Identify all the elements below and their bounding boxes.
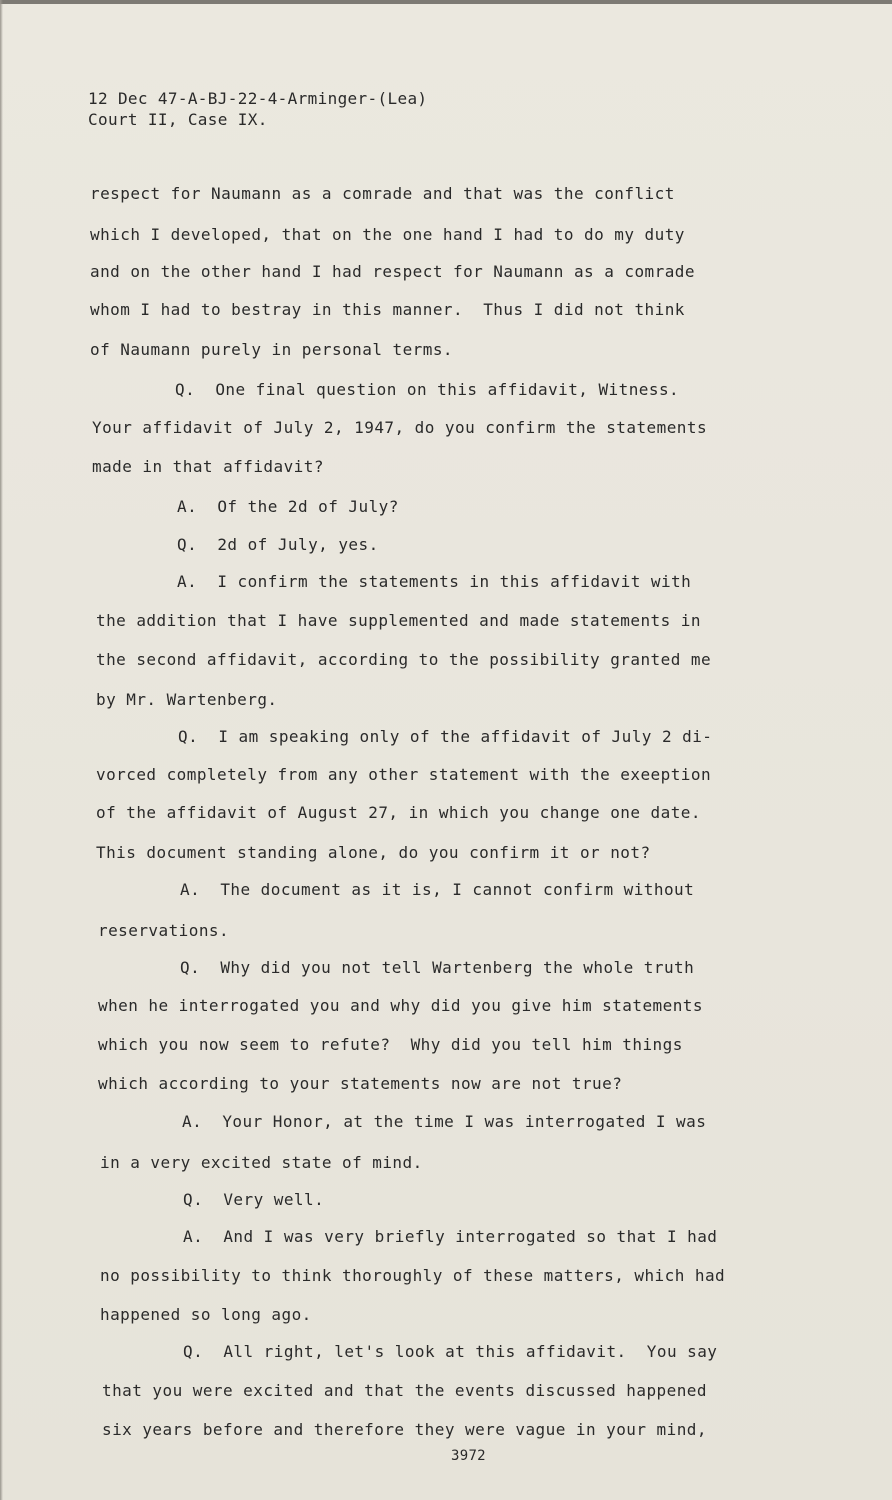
body-line: Q. I am speaking only of the affidavit of July 2 di- <box>178 727 713 746</box>
body-line: vorced completely from any other statement with the exeeption <box>96 765 712 784</box>
body-line: happened so long ago. <box>100 1305 312 1324</box>
body-line: of Naumann purely in personal terms. <box>90 340 453 359</box>
body-line: A. Your Honor, at the time I was interrogated I was <box>182 1112 707 1131</box>
body-line: Q. Very well. <box>183 1190 325 1209</box>
body-line: whom I had to bestray in this manner. Thus I did not think <box>90 300 685 319</box>
body-line: no possibility to think thoroughly of these matters, which had <box>100 1266 726 1285</box>
body-line: and on the other hand I had respect for Naumann as a comrade <box>90 262 695 281</box>
body-line: A. And I was very briefly interrogated so that I had <box>183 1227 718 1246</box>
document-header <box>88 88 427 130</box>
header-line-2: Court II, Case IX. <box>88 110 268 129</box>
body-line: Your affidavit of July 2, 1947, do you confirm the statements <box>92 418 708 437</box>
body-line: by Mr. Wartenberg. <box>96 690 278 709</box>
body-line: Q. One final question on this affidavit, Witness. <box>175 380 680 399</box>
body-line: when he interrogated you and why did you give him statements <box>98 996 703 1015</box>
body-line: the second affidavit, according to the possibility granted me <box>96 650 712 669</box>
body-line: which I developed, that on the one hand I had to do my duty <box>90 225 685 244</box>
body-line: Q. Why did you not tell Wartenberg the whole truth <box>180 958 695 977</box>
body-line: Q. 2d of July, yes. <box>177 535 379 554</box>
page-left-edge <box>0 0 3 1500</box>
body-line: the addition that I have supplemented and made statements in <box>96 611 701 630</box>
body-line: respect for Naumann as a comrade and that was the conflict <box>90 184 675 203</box>
body-line: A. I confirm the statements in this affidavit with <box>177 572 692 591</box>
body-line: which according to your statements now are not true? <box>98 1074 623 1093</box>
page-number: 3972 <box>451 1448 486 1464</box>
body-line: that you were excited and that the events discussed happened <box>102 1381 707 1400</box>
header-line-1: 12 Dec 47-A-BJ-22-4-Arminger-(Lea) <box>88 89 428 108</box>
body-line: in a very excited state of mind. <box>100 1153 423 1172</box>
body-line: of the affidavit of August 27, in which you change one date. <box>96 803 701 822</box>
body-line: A. Of the 2d of July? <box>177 497 399 516</box>
body-line: reservations. <box>98 921 230 940</box>
body-line: which you now seem to refute? Why did you tell him things <box>98 1035 683 1054</box>
body-line: made in that affidavit? <box>92 457 324 476</box>
body-line: This document standing alone, do you confirm it or not? <box>96 843 651 862</box>
body-line: Q. All right, let's look at this affidavit. You say <box>183 1342 718 1361</box>
page-top-edge <box>0 0 892 4</box>
body-line: six years before and therefore they were vague in your mind, <box>102 1420 707 1439</box>
body-line: A. The document as it is, I cannot confirm without <box>180 880 695 899</box>
